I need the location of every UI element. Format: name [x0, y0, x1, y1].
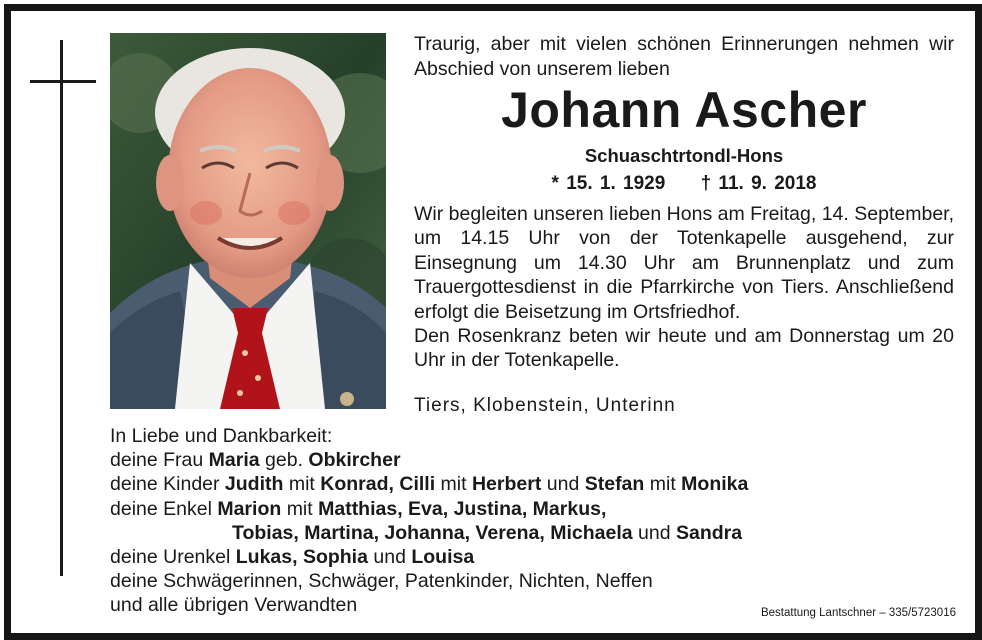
family-list — [110, 424, 910, 618]
death-date: † 11. 9. 2018 — [700, 173, 817, 194]
family-greatgrandchildren: deine Urenkel Lukas, Sophia und Louisa — [110, 546, 475, 569]
rosary-paragraph: Den Rosenkranz beten wir heute und am Donnerstag um 20 Uhr in der Totenkapelle. — [414, 325, 954, 372]
family-inlaws: deine Schwägerinnen, Schwäger, Patenkinder, Nichten, Neffen — [110, 570, 653, 593]
life-dates — [414, 172, 954, 196]
cross-icon-bar — [30, 80, 96, 83]
family-grandchildren-cont: Tobias, Martina, Johanna, Verena, Michaela und Sandra — [232, 521, 743, 544]
family-relatives: und alle übrigen Verwandten — [110, 594, 358, 617]
deceased-nickname: Schuaschtrtondl-Hons — [584, 145, 784, 166]
places-line: Tiers, Klobenstein, Unterinn — [414, 395, 676, 416]
family-grandchildren: deine Enkel Marion mit Matthias, Eva, Justina, Markus, — [110, 497, 607, 520]
cross-icon — [60, 40, 63, 576]
funeral-home-footer: Bestattung Lantschner – 335/5723016 — [760, 607, 956, 619]
family-heading: In Liebe und Dankbarkeit: — [110, 425, 333, 447]
family-children: deine Kinder Judith mit Konrad, Cilli mit Herbert und Stefan mit Monika — [110, 473, 749, 496]
funeral-paragraph: Wir begleiten unseren lieben Hons am Freitag, 14. September, um 14.15 Uhr von der Totenkapelle ausgehend, zur Einsegnung um 14.30 Uhr am Brunnenplatz und zum Trauergottesdienst in die Pfarrkirche von Tiers. Anschließend erfolgt die Beisetzung im Ortsfriedhof. — [414, 203, 954, 323]
family-wife: deine Frau Maria geb. Obkircher — [110, 449, 401, 472]
birth-date: * 15. 1. 1929 — [551, 173, 666, 194]
portrait-photo — [110, 33, 386, 409]
intro-text: Traurig, aber mit vielen schönen Erinnerungen nehmen wir Abschied von unserem lieben — [414, 33, 954, 80]
deceased-name: Johann Ascher — [501, 82, 867, 138]
funeral-details — [414, 202, 954, 373]
